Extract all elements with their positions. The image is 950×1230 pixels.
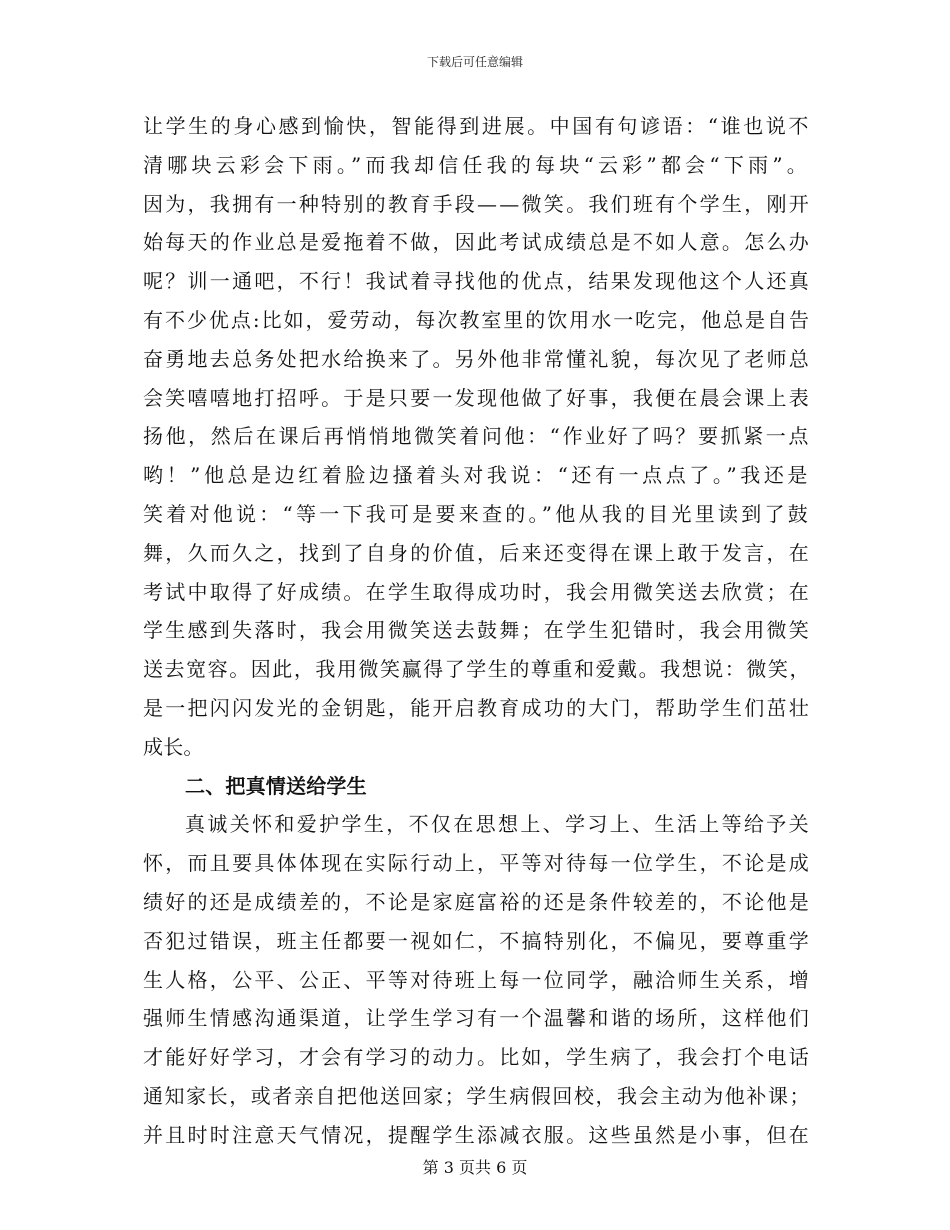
text-line: 强师生情感沟通渠道，让学生学习有一个温馨和谐的场所，这样他们 — [143, 1006, 811, 1031]
text-line: 哟！”他总是边红着脸边搔着头对我说：“还有一点点了。”我还是 — [143, 463, 811, 488]
text-line: 学生感到失落时，我会用微笑送去鼓舞；在学生犯错时，我会用微笑 — [143, 618, 811, 643]
text-line: 因为，我拥有一种特别的教育手段——微笑。我们班有个学生，刚开 — [143, 191, 811, 216]
text-line: 让学生的身心感到愉快，智能得到进展。中国有句谚语：“谁也说不 — [143, 114, 811, 138]
text-line: 通知家长，或者亲自把他送回家；学生病假回校，我会主动为他补课； — [143, 1083, 811, 1108]
text-line: 奋勇地去总务处把水给换来了。另外他非常懂礼貌，每次见了老师总 — [143, 346, 811, 371]
text-line: 呢？训一通吧，不行！我试着寻找他的优点，结果发现他这个人还真 — [143, 269, 811, 294]
text-line: 才能好好学习，才会有学习的动力。比如，学生病了，我会打个电话 — [143, 1045, 811, 1070]
text-line: 送去宽容。因此，我用微笑赢得了学生的尊重和爱戴。我想说：微笑， — [143, 657, 811, 682]
text-line: 扬他，然后在课后再悄悄地微笑着问他：“作业好了吗？要抓紧一点 — [143, 424, 811, 449]
document-body — [143, 107, 811, 1155]
text-line: 清哪块云彩会下雨。”而我却信任我的每块“云彩”都会“下雨”。 — [143, 152, 811, 177]
text-line: 有不少优点:比如，爱劳动，每次教室里的饮用水一吃完，他总是自告 — [143, 307, 811, 332]
text-line: 始每天的作业总是爱拖着不做，因此考试成绩总是不如人意。怎么办 — [143, 230, 811, 255]
text-line: 真诚关怀和爱护学生，不仅在思想上、学习上、生活上等给予关 — [185, 812, 811, 837]
text-line: 笑着对他说：“等一下我可是要来查的。”他从我的目光里读到了鼓 — [143, 501, 811, 526]
text-line: 考试中取得了好成绩。在学生取得成功时，我会用微笑送去欣赏；在 — [143, 579, 811, 604]
page-header: 下载后可任意编辑 — [426, 55, 523, 69]
text-line: 是一把闪闪发光的金钥匙，能开启教育成功的大门，帮助学生们茁壮 — [143, 695, 811, 720]
text-line: 舞，久而久之，找到了自身的价值，后来还变得在课上敢于发言，在 — [143, 540, 811, 565]
text-line: 怀，而且要具体体现在实际行动上，平等对待每一位学生，不论是成 — [143, 851, 811, 876]
text-line: 生人格，公平、公正、平等对待班上每一位同学，融洽师生关系，增 — [143, 967, 811, 992]
text-line: 成长。 — [143, 734, 204, 759]
text-line: 否犯过错误，班主任都要一视如仁，不搞特别化，不偏见，要尊重学 — [143, 928, 811, 953]
text-line: 绩好的还是成绩差的，不论是家庭富裕的还是条件较差的，不论他是 — [143, 889, 811, 914]
page-footer: 第 3 页共 6 页 — [422, 1158, 528, 1177]
section-heading: 二、把真情送给学生 — [185, 773, 367, 798]
text-line: 并且时时注意天气情况，提醒学生添减衣服。这些虽然是小事，但在 — [143, 1122, 811, 1147]
text-line: 会笑嘻嘻地打招呼。于是只要一发现他做了好事，我便在晨会课上表 — [143, 385, 811, 410]
